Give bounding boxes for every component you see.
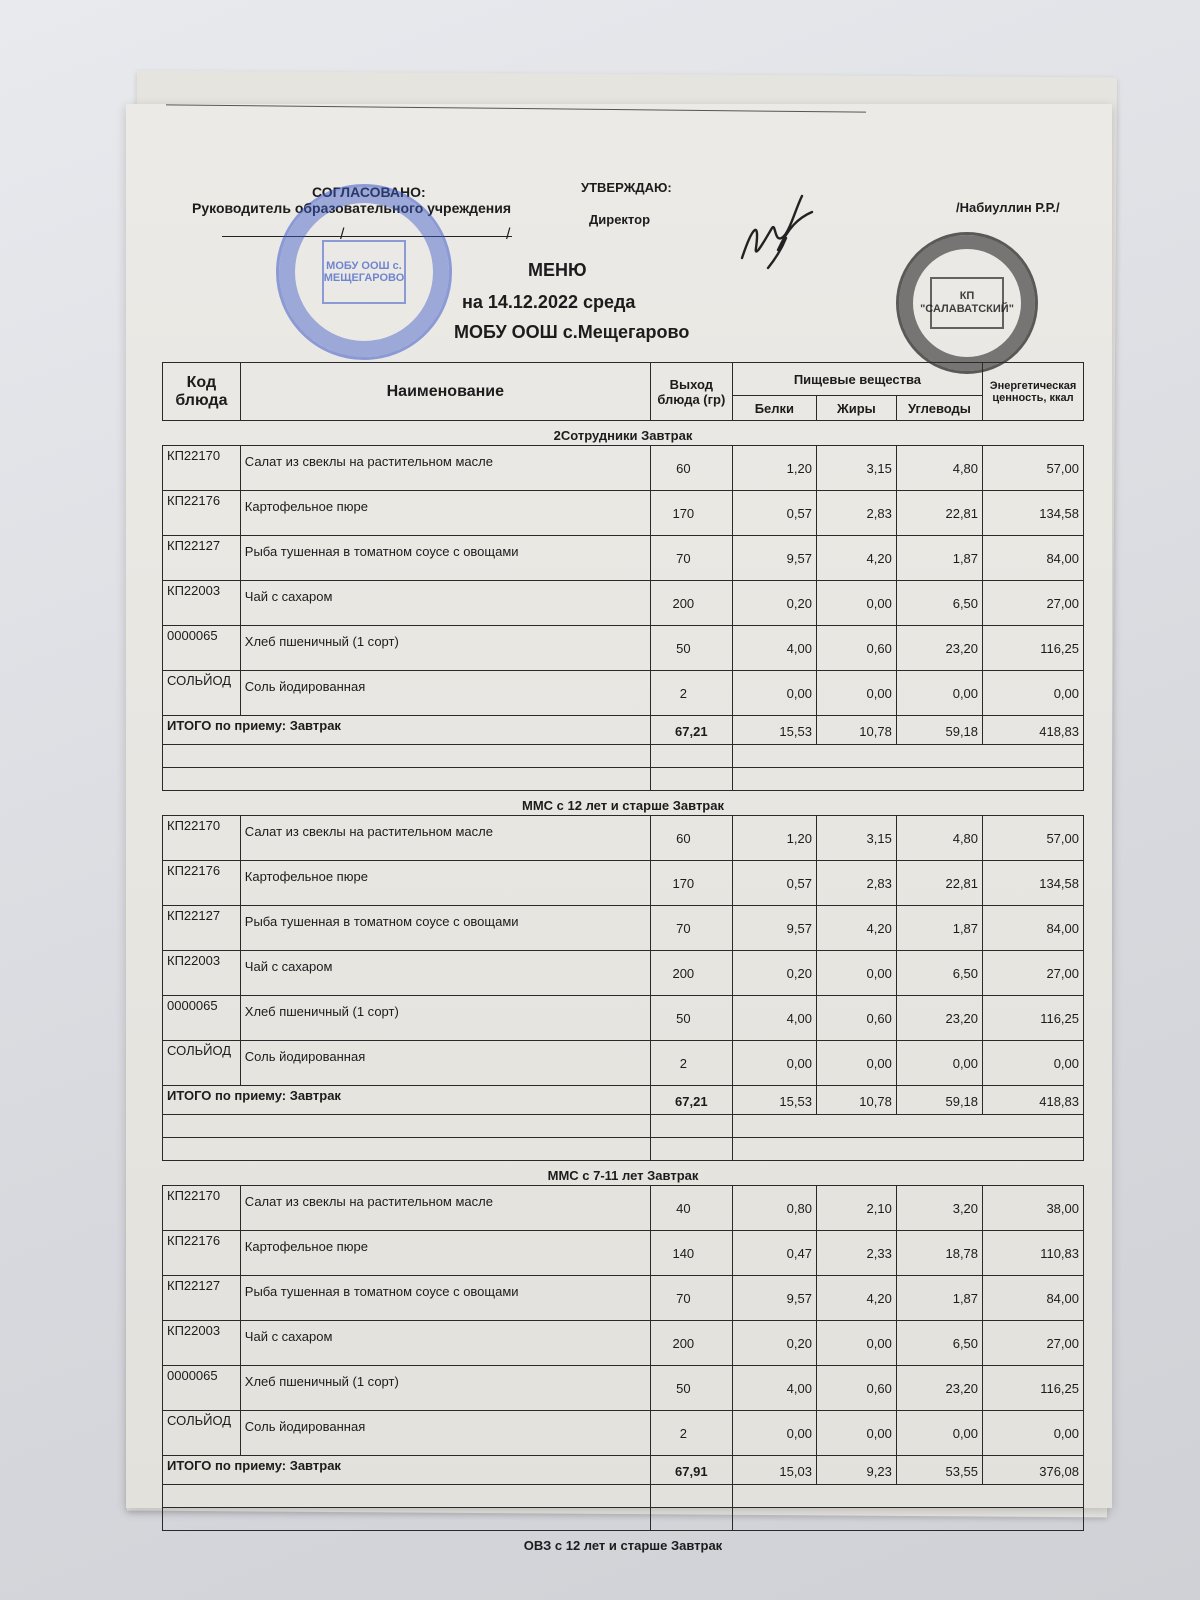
carbs-cell: 4,80 <box>896 816 982 861</box>
total-output: 67,21 <box>650 1086 732 1115</box>
carbs-cell: 6,50 <box>896 951 982 996</box>
energy-cell: 116,25 <box>983 1366 1084 1411</box>
total-row <box>163 1086 1084 1115</box>
fat-cell: 0,60 <box>816 996 896 1041</box>
dish-code: КП22170 <box>163 816 241 861</box>
fat-cell: 4,20 <box>816 906 896 951</box>
table-row <box>163 906 1084 951</box>
protein-cell: 9,57 <box>732 1276 816 1321</box>
blank-cell <box>732 768 1083 791</box>
protein-cell: 0,20 <box>732 951 816 996</box>
blank-cell <box>650 1138 732 1161</box>
signature-icon <box>732 188 822 278</box>
dish-code: КП22003 <box>163 951 241 996</box>
carbs-cell: 1,87 <box>896 906 982 951</box>
top-rule <box>166 104 866 112</box>
table-row <box>163 1276 1084 1321</box>
carbs-cell: 3,20 <box>896 1186 982 1231</box>
dish-code: КП22127 <box>163 536 241 581</box>
protein-cell: 0,00 <box>732 671 816 716</box>
protein-cell: 9,57 <box>732 536 816 581</box>
fat-cell: 2,33 <box>816 1231 896 1276</box>
fat-cell: 0,00 <box>816 1321 896 1366</box>
output-cell: 50 <box>650 1366 732 1411</box>
output-cell: 200 <box>650 1321 732 1366</box>
energy-cell: 84,00 <box>983 1276 1084 1321</box>
blank-cell <box>163 1508 651 1531</box>
energy-cell: 57,00 <box>983 446 1084 491</box>
table-row <box>163 581 1084 626</box>
dish-name: Картофельное пюре <box>240 491 650 536</box>
protein-cell: 0,00 <box>732 1411 816 1456</box>
table-row <box>163 1366 1084 1411</box>
carbs-cell: 23,20 <box>896 1366 982 1411</box>
output-cell: 170 <box>650 491 732 536</box>
director-name: /Набиуллин Р.Р./ <box>956 200 1060 215</box>
slash-left: / <box>340 226 345 243</box>
dish-code: КП22003 <box>163 1321 241 1366</box>
blank-row <box>163 1485 1084 1508</box>
total-output: 67,21 <box>650 716 732 745</box>
blank-cell <box>732 1138 1083 1161</box>
fat-cell: 0,00 <box>816 1041 896 1086</box>
col-carbs: Углеводы <box>896 396 982 421</box>
energy-cell: 0,00 <box>983 1411 1084 1456</box>
blank-cell <box>650 1508 732 1531</box>
fat-cell: 0,60 <box>816 1366 896 1411</box>
output-cell: 200 <box>650 951 732 996</box>
dish-code: КП22176 <box>163 861 241 906</box>
dish-code: КП22176 <box>163 491 241 536</box>
energy-cell: 134,58 <box>983 491 1084 536</box>
total-label: ИТОГО по приему: Завтрак <box>163 1456 651 1485</box>
col-nutrients: Пищевые вещества <box>732 363 982 396</box>
protein-cell: 0,00 <box>732 1041 816 1086</box>
carbs-cell: 18,78 <box>896 1231 982 1276</box>
output-cell: 2 <box>650 1411 732 1456</box>
dish-name: Чай с сахаром <box>240 951 650 996</box>
dish-code: 0000065 <box>163 996 241 1041</box>
total-row <box>163 1456 1084 1485</box>
dish-code: СОЛЬЙОД <box>163 671 241 716</box>
energy-cell: 27,00 <box>983 1321 1084 1366</box>
blank-row <box>163 1115 1084 1138</box>
dish-code: СОЛЬЙОД <box>163 1041 241 1086</box>
carbs-cell: 1,87 <box>896 536 982 581</box>
section-title: ММС с 7-11 лет Завтрак <box>547 1167 699 1183</box>
fat-cell: 4,20 <box>816 536 896 581</box>
fat-cell: 0,00 <box>816 581 896 626</box>
energy-cell: 116,25 <box>983 626 1084 671</box>
blank-cell <box>732 1508 1083 1531</box>
fat-cell: 0,00 <box>816 1411 896 1456</box>
dish-name: Рыба тушенная в томатном соусе с овощами <box>240 536 650 581</box>
carbs-cell: 1,87 <box>896 1276 982 1321</box>
dish-code: КП22127 <box>163 1276 241 1321</box>
carbs-cell: 4,80 <box>896 446 982 491</box>
protein-cell: 4,00 <box>732 996 816 1041</box>
table-row <box>163 1411 1084 1456</box>
menu-body <box>163 421 1084 1556</box>
table-row <box>163 491 1084 536</box>
fat-cell: 4,20 <box>816 1276 896 1321</box>
col-fat: Жиры <box>816 396 896 421</box>
protein-cell: 0,47 <box>732 1231 816 1276</box>
company-stamp-center <box>920 277 1014 329</box>
table-row <box>163 1231 1084 1276</box>
slash-right: / <box>506 226 511 243</box>
carbs-cell: 0,00 <box>896 1411 982 1456</box>
company-stamp <box>896 232 1038 374</box>
dish-name: Соль йодированная <box>240 1041 650 1086</box>
total-fat-cell: 10,78 <box>816 1086 896 1115</box>
energy-cell: 0,00 <box>983 671 1084 716</box>
protein-cell: 9,57 <box>732 906 816 951</box>
output-cell: 2 <box>650 1041 732 1086</box>
dish-code: КП22127 <box>163 906 241 951</box>
menu-table <box>162 362 1084 1555</box>
output-cell: 2 <box>650 671 732 716</box>
blank-cell <box>650 768 732 791</box>
dish-name: Чай с сахаром <box>240 581 650 626</box>
energy-cell: 84,00 <box>983 536 1084 581</box>
col-name: Наименование <box>240 363 650 421</box>
company-stamp-line1: КП <box>959 290 975 302</box>
total-row <box>163 716 1084 745</box>
dish-name: Соль йодированная <box>240 1411 650 1456</box>
output-cell: 50 <box>650 996 732 1041</box>
dish-name: Соль йодированная <box>240 671 650 716</box>
dish-code: КП22003 <box>163 581 241 626</box>
fat-cell: 3,15 <box>816 446 896 491</box>
table-row <box>163 951 1084 996</box>
table-row <box>163 816 1084 861</box>
blank-cell <box>163 1138 651 1161</box>
carbs-cell: 0,00 <box>896 1041 982 1086</box>
protein-cell: 0,20 <box>732 1321 816 1366</box>
table-row <box>163 1321 1084 1366</box>
fat-cell: 3,15 <box>816 816 896 861</box>
protein-cell: 0,80 <box>732 1186 816 1231</box>
menu-date: на 14.12.2022 среда <box>462 292 636 312</box>
agreed-role: Руководитель образовательного учреждения <box>192 200 512 216</box>
dish-name: Рыба тушенная в томатном соусе с овощами <box>240 906 650 951</box>
section-header <box>163 791 1084 816</box>
table-row <box>163 1186 1084 1231</box>
output-cell: 50 <box>650 626 732 671</box>
blank-cell <box>163 745 651 768</box>
blank-cell <box>732 745 1083 768</box>
carbs-cell: 6,50 <box>896 1321 982 1366</box>
total-fat-cell: 9,23 <box>816 1456 896 1485</box>
agreed-title: СОГЛАСОВАНО: <box>312 184 426 200</box>
total-protein-cell: 15,53 <box>732 716 816 745</box>
menu-title: МЕНЮ <box>528 260 587 280</box>
output-cell: 70 <box>650 1276 732 1321</box>
dish-name: Рыба тушенная в томатном соусе с овощами <box>240 1276 650 1321</box>
dish-code: КП22170 <box>163 446 241 491</box>
output-cell: 40 <box>650 1186 732 1231</box>
dish-code: КП22176 <box>163 1231 241 1276</box>
blank-row <box>163 1138 1084 1161</box>
output-cell: 200 <box>650 581 732 626</box>
carbs-cell: 22,81 <box>896 861 982 906</box>
energy-cell: 0,00 <box>983 1041 1084 1086</box>
carbs-cell: 23,20 <box>896 626 982 671</box>
total-output: 67,91 <box>650 1456 732 1485</box>
dish-name: Салат из свеклы на растительном масле <box>240 1186 650 1231</box>
output-cell: 140 <box>650 1231 732 1276</box>
protein-cell: 4,00 <box>732 626 816 671</box>
blank-row <box>163 1508 1084 1531</box>
blank-cell <box>732 1115 1083 1138</box>
total-carbs-cell: 59,18 <box>896 716 982 745</box>
table-row <box>163 446 1084 491</box>
col-code: Код блюда <box>163 363 241 421</box>
section-header <box>163 1161 1084 1186</box>
protein-cell: 1,20 <box>732 446 816 491</box>
energy-cell: 38,00 <box>983 1186 1084 1231</box>
dish-name: Хлеб пшеничный (1 сорт) <box>240 626 650 671</box>
protein-cell: 0,20 <box>732 581 816 626</box>
output-cell: 60 <box>650 816 732 861</box>
dish-code: 0000065 <box>163 1366 241 1411</box>
protein-cell: 4,00 <box>732 1366 816 1411</box>
total-protein-cell: 15,53 <box>732 1086 816 1115</box>
col-protein: Белки <box>732 396 816 421</box>
total-protein-cell: 15,03 <box>732 1456 816 1485</box>
table-row <box>163 671 1084 716</box>
table-row <box>163 626 1084 671</box>
menu-document <box>126 104 1112 1553</box>
dish-code: 0000065 <box>163 626 241 671</box>
dish-name: Чай с сахаром <box>240 1321 650 1366</box>
director-role: Директор <box>589 212 651 227</box>
section-title: 2Сотрудники Завтрак <box>553 427 693 443</box>
total-carbs-cell: 53,55 <box>896 1456 982 1485</box>
energy-cell: 84,00 <box>983 906 1084 951</box>
section-header <box>163 421 1084 446</box>
blank-row <box>163 768 1084 791</box>
total-label: ИТОГО по приему: Завтрак <box>163 716 651 745</box>
protein-cell: 0,57 <box>732 491 816 536</box>
output-cell: 70 <box>650 906 732 951</box>
total-label: ИТОГО по приему: Завтрак <box>163 1086 651 1115</box>
energy-cell: 27,00 <box>983 951 1084 996</box>
protein-cell: 1,20 <box>732 816 816 861</box>
blank-cell <box>163 1115 651 1138</box>
output-cell: 70 <box>650 536 732 581</box>
fat-cell: 0,60 <box>816 626 896 671</box>
blank-cell <box>650 745 732 768</box>
energy-cell: 110,83 <box>983 1231 1084 1276</box>
fat-cell: 2,83 <box>816 491 896 536</box>
col-energy: Энергетическая ценность, ккал <box>983 363 1084 421</box>
table-row <box>163 1041 1084 1086</box>
table-row <box>163 861 1084 906</box>
total-fat-cell: 10,78 <box>816 716 896 745</box>
energy-cell: 134,58 <box>983 861 1084 906</box>
school-stamp-text: МОБУ ООШ с. МЕЩЕГАРОВО <box>322 240 406 304</box>
blank-row <box>163 745 1084 768</box>
output-cell: 170 <box>650 861 732 906</box>
carbs-cell: 0,00 <box>896 671 982 716</box>
fat-cell: 2,10 <box>816 1186 896 1231</box>
carbs-cell: 23,20 <box>896 996 982 1041</box>
section-title: ММС с 12 лет и старше Завтрак <box>522 797 724 813</box>
energy-cell: 57,00 <box>983 816 1084 861</box>
table-row <box>163 996 1084 1041</box>
total-energy-cell: 418,83 <box>983 1086 1084 1115</box>
dish-code: СОЛЬЙОД <box>163 1411 241 1456</box>
fat-cell: 2,83 <box>816 861 896 906</box>
dish-name: Хлеб пшеничный (1 сорт) <box>240 1366 650 1411</box>
total-energy-cell: 418,83 <box>983 716 1084 745</box>
blank-cell <box>732 1485 1083 1508</box>
dish-name: Хлеб пшеничный (1 сорт) <box>240 996 650 1041</box>
fat-cell: 0,00 <box>816 671 896 716</box>
blank-cell <box>650 1485 732 1508</box>
energy-cell: 116,25 <box>983 996 1084 1041</box>
school-name: МОБУ ООШ с.Мещегарово <box>454 322 690 342</box>
carbs-cell: 22,81 <box>896 491 982 536</box>
company-stamp-line2: "САЛАВАТСКИЙ" <box>920 303 1014 315</box>
energy-cell: 27,00 <box>983 581 1084 626</box>
output-cell: 60 <box>650 446 732 491</box>
carbs-cell: 6,50 <box>896 581 982 626</box>
total-energy-cell: 376,08 <box>983 1456 1084 1485</box>
table-row <box>163 536 1084 581</box>
section-header <box>163 1531 1084 1556</box>
dish-name: Картофельное пюре <box>240 861 650 906</box>
dish-name: Салат из свеклы на растительном масле <box>240 446 650 491</box>
blank-cell <box>650 1115 732 1138</box>
school-stamp <box>276 184 452 360</box>
blank-cell <box>163 1485 651 1508</box>
section-title: ОВЗ с 12 лет и старше Завтрак <box>523 1537 723 1553</box>
fat-cell: 0,00 <box>816 951 896 996</box>
approve-title: УТВЕРЖДАЮ: <box>581 180 672 195</box>
dish-code: КП22170 <box>163 1186 241 1231</box>
protein-cell: 0,57 <box>732 861 816 906</box>
blank-cell <box>163 768 651 791</box>
total-carbs-cell: 59,18 <box>896 1086 982 1115</box>
dish-name: Салат из свеклы на растительном масле <box>240 816 650 861</box>
col-output: Выход блюда (гр) <box>650 363 732 421</box>
dish-name: Картофельное пюре <box>240 1231 650 1276</box>
